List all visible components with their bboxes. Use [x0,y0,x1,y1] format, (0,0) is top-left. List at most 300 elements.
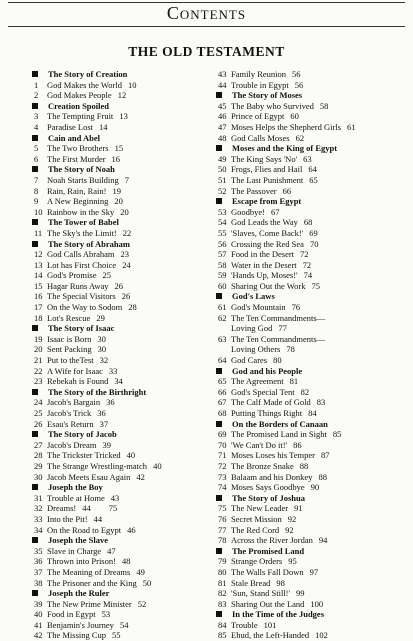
page-number: 54 [119,619,129,630]
section-heading-label: The Story of the Birthright [48,386,147,397]
story-title: Across the River Jordan [231,535,313,546]
section-heading-label: The Story of Joshua [232,492,305,503]
page-number: 24 [122,259,131,270]
story-title: Trouble [231,619,258,630]
story-number: 80 [218,566,227,577]
bullet-square-icon [32,484,38,490]
page-number: 37 [99,418,109,429]
page-number: 69 [309,227,318,238]
story-number: 25 [34,408,43,418]
page-number: 90 [310,482,320,493]
page-number: 88 [299,460,309,471]
story-title: God's Promise [47,270,97,281]
page-number: 28 [128,302,137,313]
story-title: A New Beginning [47,196,109,207]
page-number: 20 [120,206,129,217]
story-title: The Special Visitors [47,291,116,302]
page-number: 65 [309,174,318,185]
page-number: 99 [296,588,305,599]
bullet-square-icon [216,198,222,204]
top-rule-lower [8,26,405,27]
story-title: On the Way to Sodom [47,302,123,313]
story-title: Noah Starts Building [47,174,119,185]
story-title: The Missing Cup [47,630,107,641]
page-number: 63 [303,153,312,164]
story-title: 'We Can't Do it!' [231,439,288,450]
story-title: God Calls Abraham [47,249,115,260]
list-item [34,122,219,133]
section-heading [218,90,413,101]
section-heading [218,366,413,377]
list-item [34,556,219,567]
section-heading-label: Joseph the Boy [48,482,103,493]
page-number: 87 [321,450,330,461]
bullet-square-icon [32,135,38,141]
story-number: 82 [218,588,227,599]
list-item [218,599,413,610]
list-item [218,260,413,271]
list-item [34,578,219,589]
story-title: The Tempting Fruit [47,111,114,122]
story-number: 77 [218,524,227,535]
story-number: 75 [218,503,227,514]
section-heading-label: Joseph the Slave [48,535,108,546]
bullet-square-icon [32,241,38,247]
page-number: 55 [112,630,121,641]
story-title: Moses Loses his Temper [231,450,316,461]
list-item [218,207,413,218]
bullet-square-icon [216,495,222,501]
list-item [34,344,219,355]
section-heading [218,546,413,557]
story-title: Prince of Egypt [231,111,285,122]
page-number: 72 [300,249,309,260]
page-number: 102 [315,630,328,641]
page-number: 12 [117,90,127,101]
list-item [34,397,219,408]
story-number: 41 [34,619,43,630]
section-heading [218,493,413,504]
section-heading [218,609,413,620]
list-item [218,133,413,144]
story-number: 33 [34,513,43,524]
list-item [34,472,219,483]
story-number: 43 [218,69,227,79]
story-title: Sharing Out the Land [231,598,305,609]
story-number: 44 [218,79,227,90]
story-number: 29 [34,460,43,471]
section-heading-label: Moses and the King of Egypt [232,143,338,154]
section-heading-label: Cain and Abel [48,132,100,143]
page-number: 76 [291,302,301,313]
story-number: 18 [34,312,43,323]
page-number: 13 [119,111,128,122]
list-item [34,196,219,207]
story-number: 20 [34,344,43,355]
story-title: 'Slaves, Come Back!' [231,227,304,238]
section-heading-label: The Story of Moses [232,90,303,101]
section-heading [218,196,413,207]
list-item [218,313,413,324]
story-number: 50 [218,164,227,175]
story-title: God Makes the World [47,79,122,90]
story-number: 52 [218,185,227,196]
story-title: Rain, Rain, Rain! [47,185,107,196]
page-number: 92 [285,524,294,535]
story-title: The Promised Land in Sight [231,429,327,440]
page-number: 53 [101,609,111,620]
page-number: 67 [271,206,280,217]
page-number: 49 [136,566,145,577]
story-number: 9 [34,196,39,207]
story-number: 59 [218,270,227,281]
story-title: Rainbow in the Sky [47,206,115,217]
story-number: 38 [34,577,43,588]
page-number: 75 [311,280,320,291]
story-title: Trouble at Home [47,492,105,503]
list-item [218,111,413,122]
page-number: 98 [276,577,285,588]
story-title: Benjamin's Journey [47,619,114,630]
story-number: 64 [218,355,227,366]
page-number: 43 [110,492,120,503]
story-title: Moses Says Goodbye [231,482,305,493]
list-item [34,620,219,631]
story-number: 78 [218,535,227,546]
bullet-square-icon [216,421,222,427]
page-number: 10 [127,79,137,90]
list-item [218,588,413,599]
story-title: The Two Brothers [47,143,109,154]
list-item [34,249,219,260]
story-title: 'Hands Up, Moses!' [231,270,298,281]
story-number: 17 [34,302,43,313]
story-title: The Trickster Tricked [47,450,121,461]
story-title: The Sky's the Limit! [47,227,117,238]
story-number: 16 [34,291,43,302]
story-number: 34 [34,524,43,535]
list-item [218,525,413,536]
section-heading [34,239,219,250]
page-number: 58 [319,100,329,111]
story-number: 8 [34,185,39,196]
story-title: Putting Things Right [231,408,303,418]
section-heading-label: The Promised Land [232,545,305,556]
page-number: 29 [96,312,105,323]
page-number: 66 [282,185,292,196]
page-number: 44 [93,513,103,524]
story-title: A Wife for Isaac [47,365,103,376]
list-item [34,355,219,366]
page-number: 84 [308,408,317,418]
list-item [34,291,219,302]
story-title: God Calls Moses [231,132,290,143]
section-heading-label: The Story of Jacob [48,429,117,440]
page-number: 56 [292,69,301,79]
story-number: 42 [34,630,43,641]
page-number: 16 [111,153,121,164]
story-number: 49 [218,153,227,164]
list-item [218,217,413,228]
story-number: 84 [218,619,227,630]
story-title: Strange Orders [231,556,283,567]
story-number: 58 [218,259,227,270]
story-number: 23 [34,376,43,387]
story-title: Thrown into Prison! [47,556,116,567]
story-title: Esau's Return [47,418,94,429]
list-item [218,302,413,313]
story-title: Jacob's Dream [47,439,97,450]
story-number: 21 [34,355,43,366]
section-heading [34,133,219,144]
list-item [34,630,219,641]
list-item [218,186,413,197]
list-item [218,80,413,91]
list-item [34,302,219,313]
story-title: Ehud, the Left-Handed [231,630,310,641]
section-heading-label: The Story of Abraham [48,238,130,249]
list-item [34,408,219,419]
list-item [34,186,219,197]
story-title: Family Reunion [231,69,287,79]
page-number: 91 [294,503,303,514]
story-title: The Meaning of Dreams [47,566,131,577]
list-item-continuation [218,323,413,334]
page-number-extra: 75 [108,503,118,514]
list-item [218,239,413,250]
story-number: 2 [34,90,39,101]
page-number: 88 [318,471,327,482]
bullet-square-icon [216,611,222,617]
story-title: The Baby who Survived [231,100,314,111]
list-item [34,450,219,461]
story-title: Paradise Lost [47,121,94,132]
story-number: 14 [34,270,43,281]
bullet-square-icon [32,71,38,77]
story-number: 4 [34,121,39,132]
story-title: The Bronze Snake [231,460,294,471]
story-number: 62 [218,312,227,323]
bullet-square-icon [32,590,38,596]
story-number: 24 [34,397,43,408]
list-item [34,419,219,430]
story-title: The Agreement [231,376,284,387]
story-title: Dreams! [47,503,77,514]
page-number: 19 [112,185,121,196]
list-item [218,472,413,483]
story-number: 31 [34,492,43,503]
story-number: 15 [34,280,43,291]
page-number: 46 [127,524,136,535]
page-number: 83 [316,397,326,408]
story-number: 11 [34,227,43,238]
story-number: 30 [34,471,43,482]
story-title: Goodbye! [231,206,265,217]
story-title: God's Special Tent [231,386,295,397]
page-number: 44 [82,503,91,514]
bullet-square-icon [216,368,222,374]
list-item [218,440,413,451]
page-number: 30 [97,333,106,344]
story-title: Lot's Rescue [47,312,91,323]
list-item [34,270,219,281]
story-title: 'Sun, Stand Still!' [231,588,291,599]
section-heading [218,419,413,430]
list-item [218,482,413,493]
list-item [34,461,219,472]
page-number: 42 [136,471,145,482]
page-number: 52 [137,598,147,609]
story-title: Loving God [231,323,273,334]
story-title: The King Says 'No' [231,153,298,164]
story-title: Sent Packing [47,344,92,355]
list-item [218,154,413,165]
story-title: Food in Egypt [47,609,96,620]
list-item [218,630,413,641]
page-number: 26 [121,291,131,302]
story-title: Hagar Runs Away [47,280,109,291]
story-title: The Calf Made of Gold [231,397,311,408]
story-number: 51 [218,174,227,185]
list-item [218,556,413,567]
bullet-square-icon [216,92,222,98]
list-item [218,514,413,525]
page-number: 20 [114,196,123,207]
story-number: 74 [218,482,227,493]
story-number: 76 [218,513,227,524]
page-number: 77 [278,323,287,334]
bullet-square-icon [32,219,38,225]
section-heading [34,217,219,228]
story-title: Stale Bread [231,577,271,588]
story-number: 13 [34,259,43,270]
page-number: 39 [102,439,111,450]
page-number: 34 [114,376,123,387]
list-item [218,461,413,472]
page-number: 48 [121,556,131,567]
page-number: 61 [347,121,356,132]
story-number: 81 [218,577,227,588]
page-number: 32 [99,355,109,366]
story-number: 19 [34,333,43,344]
story-number: 36 [34,556,43,567]
list-item [218,355,413,366]
story-title: God Cares [231,355,268,366]
page-number: 30 [97,344,107,355]
story-title: God Leads the Way [231,217,298,228]
story-title: Sharing Out the Work [231,280,306,291]
page-number: 36 [106,397,115,408]
list-item [218,450,413,461]
section-heading-label: Escape from Egypt [232,196,302,207]
story-title: The Ten Commandments— [231,312,326,323]
list-item [34,281,219,292]
story-number: 71 [218,450,227,461]
section-heading [34,69,219,80]
page-number: 101 [263,619,277,630]
story-title: Loving Others [231,344,281,355]
list-item [218,101,413,112]
contents-column-right [218,69,413,641]
story-number: 56 [218,238,227,249]
story-title: God Makes People [47,90,112,101]
story-number: 53 [218,206,227,217]
story-number: 61 [218,302,227,313]
list-item [218,503,413,514]
section-heading-label: In the Time of the Judges [232,609,325,620]
story-number: 68 [218,408,227,418]
list-item [218,175,413,186]
story-title: The Ten Commandments— [231,333,326,344]
list-item [218,408,413,419]
story-number: 22 [34,365,43,376]
list-item [34,546,219,557]
list-item [218,397,413,408]
section-heading [34,387,219,398]
list-item [218,387,413,398]
story-number: 46 [218,111,227,122]
page-number: 26 [114,280,124,291]
story-title: The Red Cord [231,524,280,535]
story-title: Trouble in Egypt [231,79,289,90]
page-number: 14 [99,121,108,132]
list-item [34,567,219,578]
page-number: 47 [107,545,116,556]
page-number: 86 [293,439,302,450]
story-number: 60 [218,280,227,291]
list-item [34,609,219,620]
story-title: The Last Punishment [231,174,304,185]
story-title: Food in the Desert [231,249,295,260]
story-number: 66 [218,386,227,397]
story-title: Slave in Charge [47,545,102,556]
section-heading [34,323,219,334]
bullet-square-icon [32,389,38,395]
page-number: 64 [308,164,317,175]
list-item [34,514,219,525]
section-heading [218,143,413,154]
bullet-square-icon [32,431,38,437]
story-number: 63 [218,333,227,344]
page-number: 68 [303,217,313,228]
list-item [218,228,413,239]
list-item [34,525,219,536]
page-number: 70 [309,238,319,249]
story-number: 65 [218,376,227,387]
section-heading [34,429,219,440]
story-title: Rebekah is Found [47,376,109,387]
page-number: 40 [153,460,162,471]
section-heading-label: The Tower of Babel [48,217,119,228]
list-item [34,143,219,154]
story-title: Moses Helps the Shepherd Girls [231,121,342,132]
story-title: God's Mountain [231,302,286,313]
story-title: On the Road to Egypt [47,524,122,535]
bullet-square-icon [32,325,38,331]
story-title: Lot has First Choice [47,259,117,270]
story-number: 12 [34,249,43,260]
story-number: 69 [218,429,227,440]
page-number: 50 [142,577,152,588]
page-title: Contents [166,3,247,23]
story-title: Isaac is Born [47,333,92,344]
section-heading-label: God and his People [232,365,303,376]
page-number: 74 [303,270,313,281]
list-item [218,334,413,345]
story-title: Balaam and his Donkey [231,471,313,482]
page-number: 15 [114,143,124,154]
list-item [218,578,413,589]
